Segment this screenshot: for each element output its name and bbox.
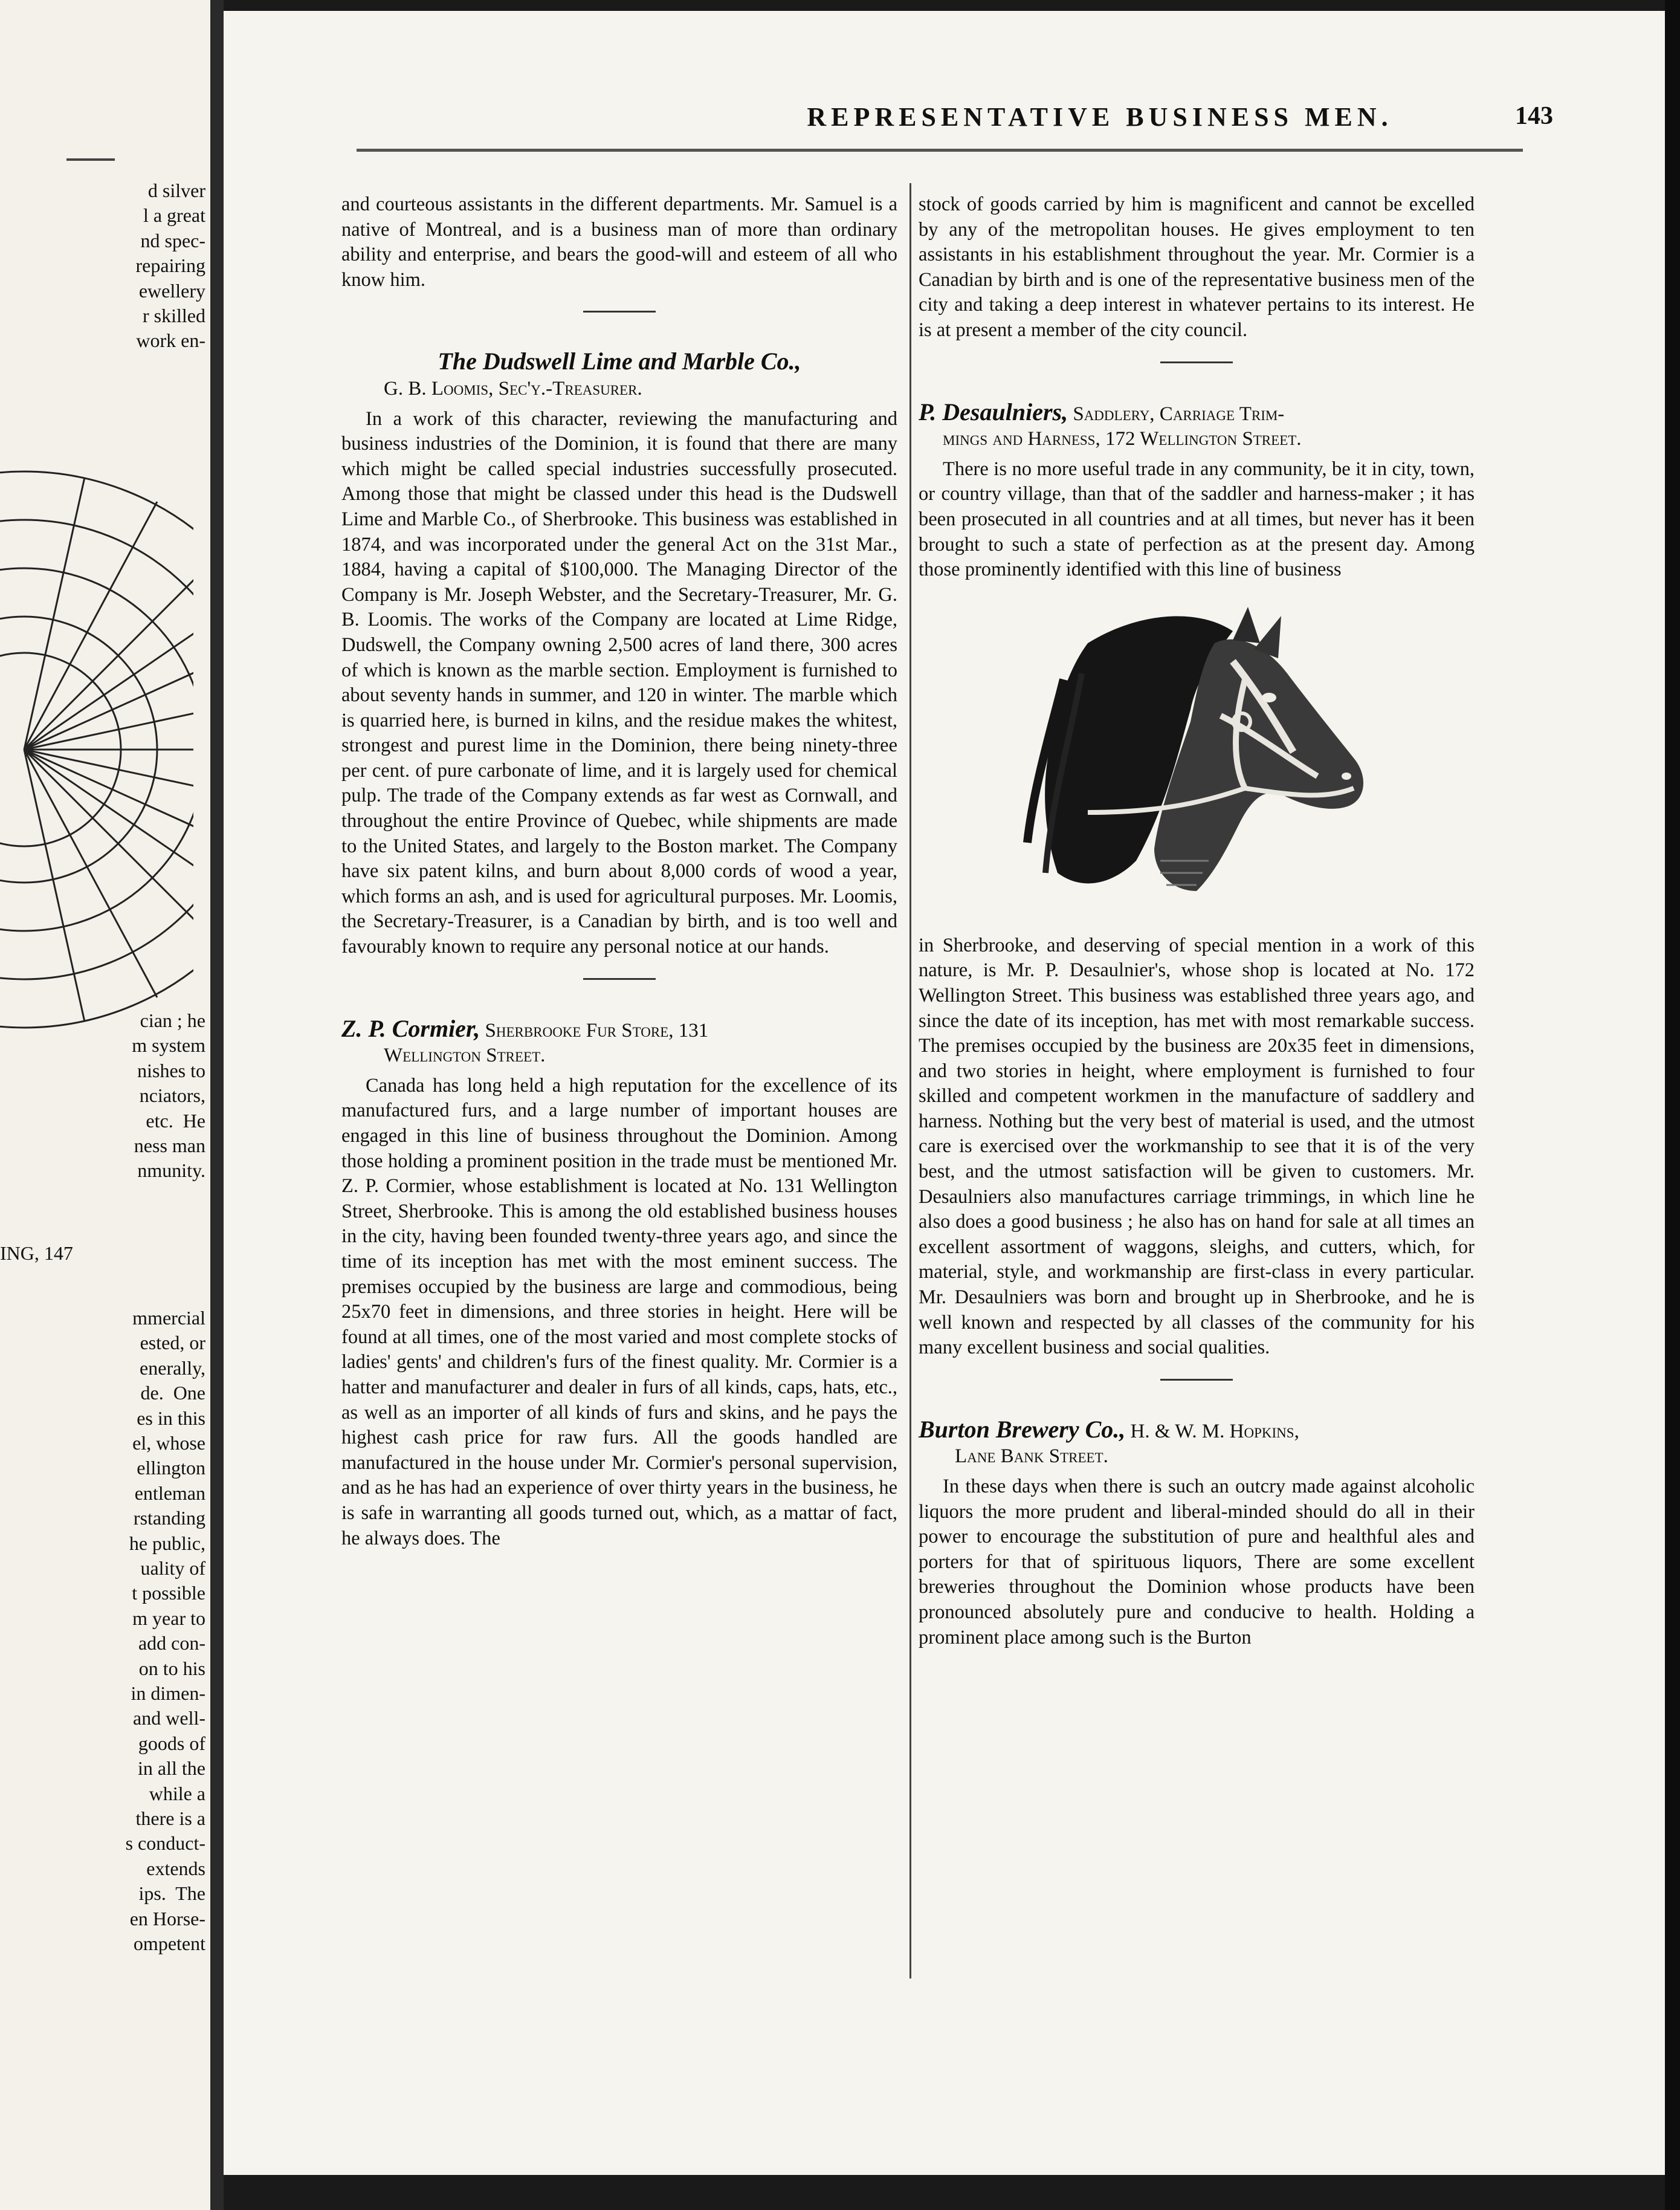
firm-name: The Dudswell Lime and Marble Co., — [438, 348, 801, 375]
facing-page — [0, 0, 210, 2210]
article-body-desaulniers-1: There is no more useful trade in any community, be it in city, town, or country village, than that of the saddler and harness-maker ; it has been prosecuted in all countries and at all times, but never has it been brought to such a state of perfection as at the present day. Among those prominently identified with this line of business — [919, 458, 1475, 581]
facing-page-rule — [66, 158, 115, 161]
facing-page-line: goods of — [138, 1732, 205, 1754]
book-gutter — [210, 0, 224, 2210]
firm-subtitle: Wellington Street. — [384, 1045, 546, 1067]
header-rule — [357, 149, 1523, 152]
facing-page-line: ested, or — [140, 1332, 205, 1354]
article-body-dudswell: In a work of this character, reviewing the manufacturing and business industries of the Dominion, it is found that there are many which might be called special industries successfully prosecuted. Among those that might be classed under this head is the Dudswell Lime and Marble Co., of Sherbrooke. This business was established in 1874, and was incorporated under the general Act on the 31st Mar., 1884, having a capital of $100,000. The Managing Director of the Company is Mr. Joseph Webster, and the Secretary-Treasurer, Mr. G. B. Loomis. The works of the Company are located at Lime Ridge, Dudswell, the Company owning 2,500 acres of land there, 300 acres of which is known as the marble section. Employment is furnished to about seventy hands in summer, and 120 in winter. The marble which is quarried here, is burned in kilns, and the residue makes the whitest, strongest and purest lime in the Dominion, there being ninety-three per cent. of pure carbonate of lime, and it is largely used for chemical pulp. The trade of the Company extends as far west as Cornwall, and throughout the entire Province of Quebec, while shipments are made to the United States, and largely to the Boston market. The Company have six patent kilns, and burn about 8,000 cords of wood a year, which forms an ash, and is used for agricultural purposes. Mr. Loomis, the Secretary-Treasurer, is a Canadian by birth, and is too well and favourably known to require any personal notice at our hands. — [341, 407, 897, 958]
article-heading-cormier — [341, 1016, 897, 1069]
facing-page-line: on to his — [138, 1657, 205, 1679]
facing-page-line: in dimen- — [131, 1682, 205, 1704]
facing-page-line: and well- — [133, 1707, 205, 1729]
facing-page-line: m year to — [132, 1607, 205, 1629]
facing-page-line: ompetent — [133, 1933, 205, 1954]
page — [224, 11, 1665, 2175]
facing-page-line: nciators, — [139, 1084, 205, 1107]
continued-paragraph: and courteous assistants in the different departments. Mr. Samuel is a native of Montreal, and is a business man of more than ordinary ability and enterprise, and bears the good-will and esteem of all who know him. — [341, 193, 897, 291]
column-left — [341, 192, 897, 1551]
article-body-desaulniers-2: in Sherbrooke, and deserving of special mention in a work of this nature, is Mr. P. Desaulnier's, whose shop is located at No. 172 Wellington Street. This business was established three years ago, and since the date of its inception, has met with most remarkable success. The premises occupied by the business are 20x35 feet in dimensions, and two stories in height, where employment is furnished to four skilled and competent workmen in the manufacture of saddlery and harness. Nothing but the very best of material is used, and the utmost care is exercised over the workmanship to see that it is of the very best, and the utmost satisfaction will be given to customers. Mr. Desaulniers also manufactures carriage trimmings, in which line he also does a good business ; he also has on hand for sale at all times an excellent assortment of waggons, sleighs, and cutters, which, for material, style, and workmanship are first-class in every particular. Mr. Desaulniers was born and brought up in Sherbrooke, and he is well known and respected by all classes of the community for his many excellent business and social qualities. — [919, 934, 1475, 1359]
firm-subtitle: Lane Bank Street. — [955, 1445, 1108, 1468]
firm-name: Z. P. Cormier, — [341, 1014, 480, 1042]
article-separator — [583, 978, 656, 980]
facing-page-line: ewellery — [138, 279, 205, 302]
facing-page-line: de. One — [140, 1382, 205, 1404]
column-rule — [909, 183, 911, 1978]
facing-page-heading-fragment: ING, 147 — [0, 1242, 73, 1264]
article-heading-desaulniers — [919, 400, 1475, 452]
firm-proprietor: Sherbrooke Fur Store, 131 — [485, 1019, 709, 1042]
facing-page-line: add con- — [138, 1632, 205, 1654]
facing-page-line: nishes to — [137, 1059, 205, 1081]
facing-page-line: d silver — [147, 180, 205, 201]
facing-page-line: t possible — [132, 1582, 205, 1604]
facing-page-line: es in this — [137, 1407, 205, 1429]
facing-page-line: extends — [146, 1857, 205, 1879]
facing-page-line: while a — [149, 1782, 205, 1804]
facing-page-line: there is a — [135, 1807, 205, 1829]
facing-page-line: uality of — [140, 1557, 205, 1579]
firm-name: Burton Brewery Co., — [919, 1415, 1126, 1443]
facing-page-line: entleman — [134, 1482, 205, 1504]
facing-page-line: l a great — [143, 204, 205, 227]
article-body-burton: In these days when there is such an outcry made against alcoholic liquors the more prudent and liberal-minded should do all in their power to encourage the substitution of pure and healthful ales and porters for that of spirituous liquors, There are some excellent breweries throughout the Dominion whose products have been pronounced absolutely pure and conducive to health. Holding a prominent place among such is the Burton — [919, 1476, 1475, 1648]
circular-chart-fragment — [0, 447, 193, 1052]
facing-page-line: cian ; he — [140, 1009, 205, 1031]
facing-page-line: nmunity. — [137, 1159, 205, 1182]
facing-page-line: nd spec- — [140, 229, 205, 251]
article-separator — [583, 311, 656, 313]
continued-paragraph: stock of goods carried by him is magnificent and cannot be excelled by any of the metropolitan houses. He gives employment to ten assistants in his establishment throughout the year. Mr. Cormier is a Canadian by birth and is one of the representative business men of the city and taking a deep interest in whatever pertains to its interest. He is at present a member of the city council. — [919, 193, 1475, 341]
facing-page-line: mmercial — [132, 1307, 205, 1329]
facing-page-line: en Horse- — [129, 1907, 205, 1930]
facing-page-line: ellington — [137, 1457, 205, 1479]
article-heading-burton — [919, 1417, 1475, 1470]
firm-subtitle: mings and Harness, 172 Wellington Street. — [943, 428, 1302, 450]
article-heading-dudswell — [341, 349, 897, 401]
firm-proprietor: H. & W. M. Hopkins, — [1130, 1420, 1299, 1442]
facing-page-line: work en- — [136, 329, 205, 352]
facing-page-line: in all the — [138, 1757, 205, 1780]
running-head: REPRESENTATIVE BUSINESS MEN. — [807, 102, 1393, 132]
firm-proprietor: Saddlery, Carriage Trim- — [1073, 403, 1285, 425]
facing-page-line: he public, — [129, 1532, 205, 1554]
facing-page-line: r skilled — [143, 305, 205, 326]
facing-page-line: etc. He — [141, 1109, 205, 1132]
facing-page-line: ness man — [134, 1135, 205, 1156]
article-separator — [1160, 1379, 1233, 1381]
firm-subtitle: G. B. Loomis, Sec'y.-Treasurer. — [384, 377, 642, 400]
article-separator — [1160, 361, 1233, 363]
facing-page-line: s conduct- — [125, 1832, 205, 1855]
horse-head-icon — [1015, 607, 1378, 909]
scan-edge — [1665, 0, 1680, 2210]
facing-page-line: repairing — [135, 254, 205, 277]
page-number: 143 — [1515, 102, 1553, 130]
facing-page-line: el, whose — [132, 1432, 205, 1454]
facing-page-line: m system — [132, 1034, 205, 1057]
column-right — [919, 192, 1475, 1650]
facing-page-line: enerally, — [140, 1356, 205, 1379]
firm-name: P. Desaulniers, — [919, 398, 1068, 426]
article-body-cormier: Canada has long held a high reputation for the excellence of its manufactured furs, and a large number of important houses are engaged in this line of business throughout the Dominion. Among those holding a prominent position in the trade must be mentioned Mr. Z. P. Cormier, whose establishment is located at No. 131 Wellington Street, Sherbrooke. This is among the old established business houses in the city, having been founded twenty-three years ago, and since the time of its inception has met with the most eminent success. The premises occupied by the business are large and commodious, being 25x70 feet in dimensions, and three stories in height. Here will be found at all times, one of the most varied and most complete stocks of ladies' gents' and children's furs of the finest quality. Mr. Cormier is a hatter and manufacturer and dealer in furs of all kinds, caps, hats, etc., as well as an importer of all kinds of furs and skins, and he pays the highest cash price for raw furs. All the goods handled are manufactured in the house under Mr. Cormier's personal supervision, and as he has had an experience of over thirty years in the business, he is safe in warranting all goods turned out, which, as a mattar of fact, he always does. The — [341, 1074, 897, 1549]
facing-page-line: rstanding — [133, 1507, 205, 1529]
facing-page-line: ips. The — [138, 1882, 205, 1905]
